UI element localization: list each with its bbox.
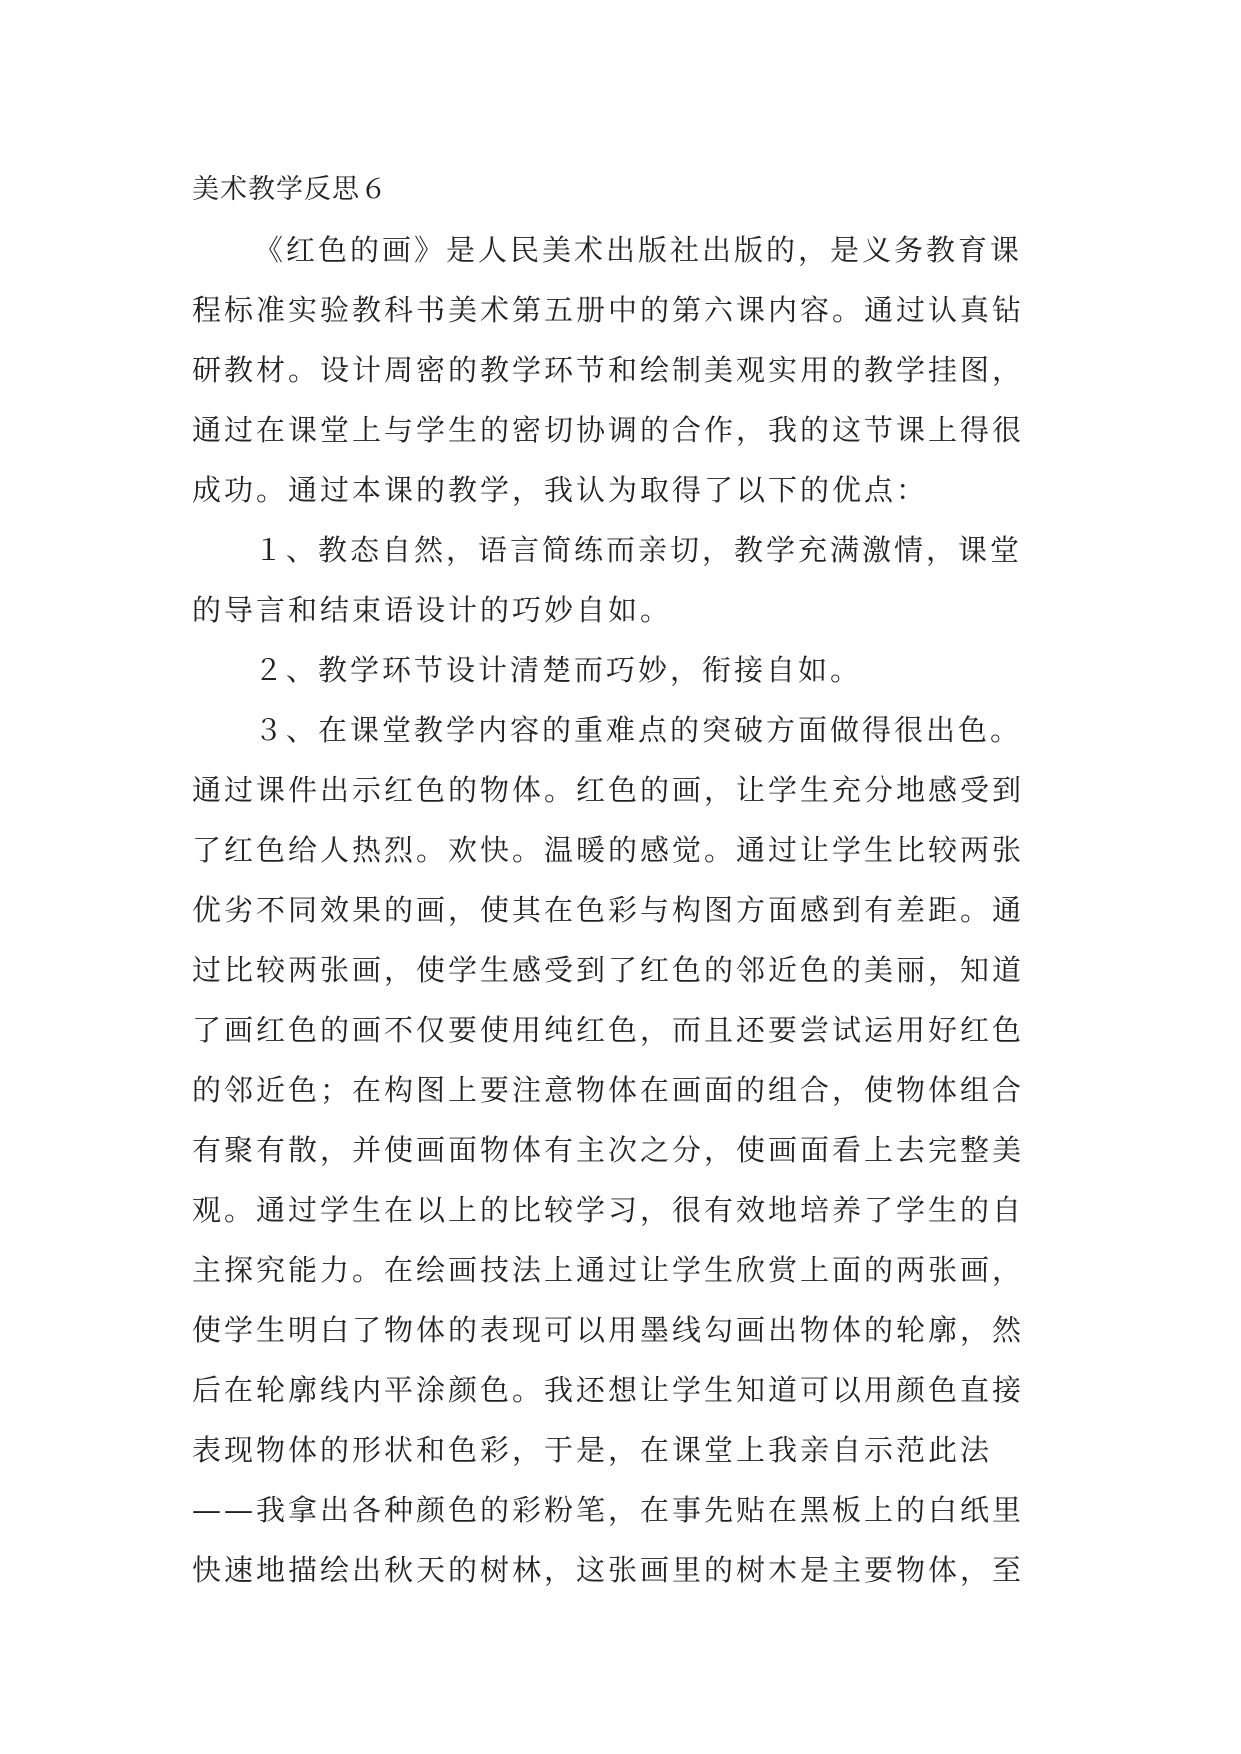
text-line: 的导言和结束语设计的巧妙自如。 [192,593,673,627]
text-line: 过比较两张画，使学生感受到了红色的邻近色的美丽，知道 [192,953,1025,987]
text-line: ——我拿出各种颜色的彩粉笔，在事先贴在黑板上的白纸里 [192,1493,1025,1527]
text-line: 后在轮廓线内平涂颜色。我还想让学生知道可以用颜色直接 [192,1373,1025,1407]
text-line: 优劣不同效果的画，使其在色彩与构图方面感到有差距。通 [192,893,1025,927]
text-line: 通过课件出示红色的物体。红色的画，让学生充分地感受到 [192,773,1025,807]
text-line: 主探究能力。在绘画技法上通过让学生欣赏上面的两张画， [192,1253,1025,1287]
text-line: 的邻近色；在构图上要注意物体在画面的组合，使物体组合 [192,1073,1025,1107]
document-title: 美术教学反思６ [192,174,388,205]
text-line: 程标准实验教科书美术第五册中的第六课内容。通过认真钻 [192,293,1025,327]
text-line: 成功。通过本课的教学，我认为取得了以下的优点： [192,473,929,507]
text-line: 表现物体的形状和色彩，于是，在课堂上我亲自示范此法 [192,1433,993,1467]
text-line: 有聚有散，并使画面物体有主次之分，使画面看上去完整美 [192,1133,1025,1167]
text-line: 通过在课堂上与学生的密切协调的合作，我的这节课上得很 [192,413,1025,447]
text-line: ２、教学环节设计清楚而巧妙，衔接自如。 [254,653,863,687]
text-line: ３、在课堂教学内容的重难点的突破方面做得很出色。 [254,713,1023,747]
text-line: 了画红色的画不仅要使用纯红色，而且还要尝试运用好红色 [192,1013,1025,1047]
text-line: 快速地描绘出秋天的树林，这张画里的树木是主要物体，至 [192,1553,1025,1587]
text-line: 观。通过学生在以上的比较学习，很有效地培养了学生的自 [192,1193,1025,1227]
text-line: 使学生明白了物体的表现可以用墨线勾画出物体的轮廓，然 [192,1313,1025,1347]
text-line: 《红色的画》是人民美术出版社出版的，是义务教育课 [254,233,1023,267]
text-line: 研教材。设计周密的教学环节和绘制美观实用的教学挂图， [192,353,1025,387]
text-line: 了红色给人热烈。欢快。温暖的感觉。通过让学生比较两张 [192,833,1025,867]
text-line: １、教态自然，语言简练而亲切，教学充满激情，课堂 [254,533,1023,567]
document-body [192,160,1052,1600]
